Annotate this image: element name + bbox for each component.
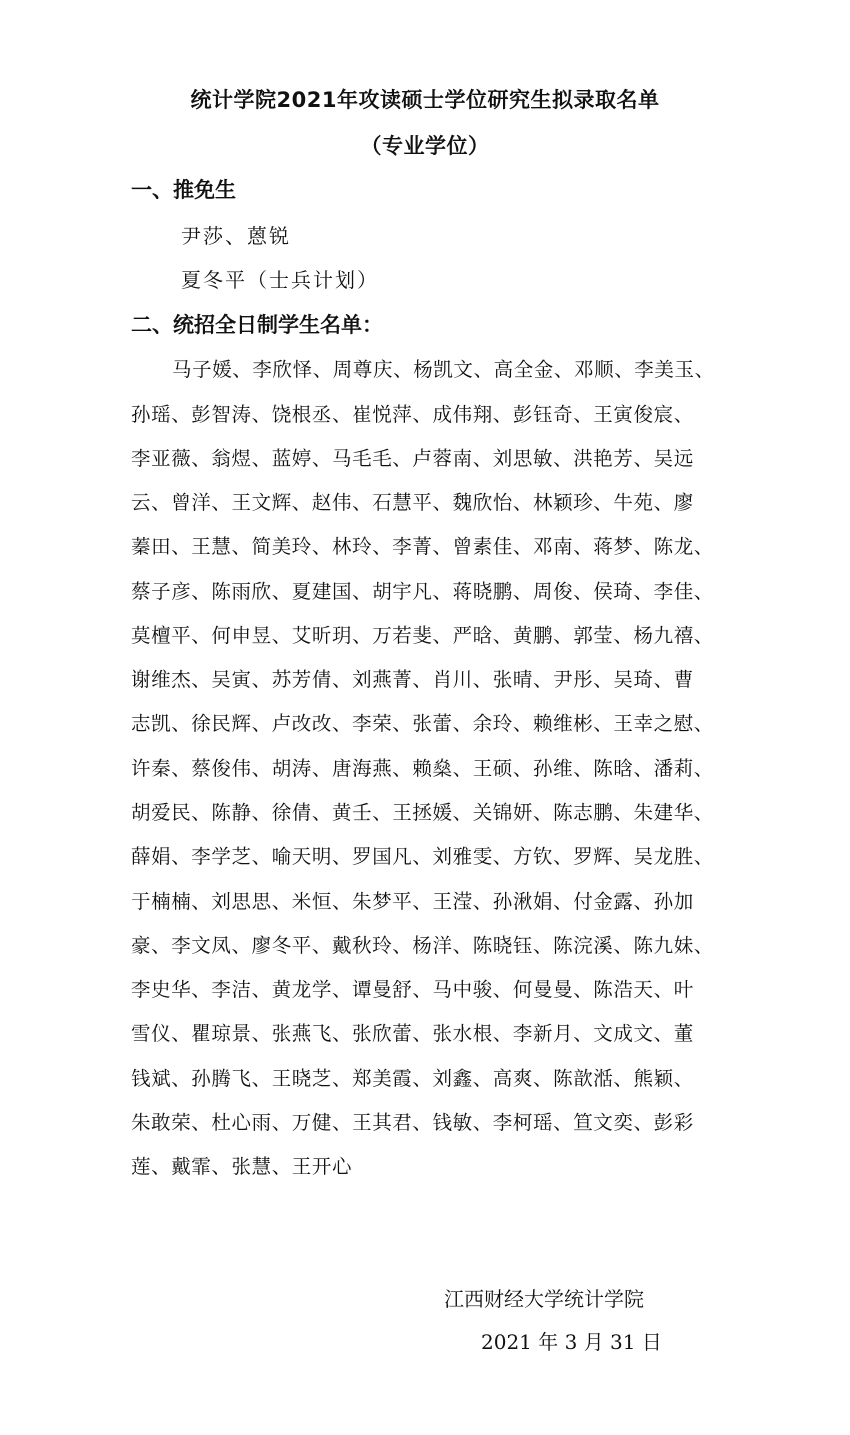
- name-list-line: 钱斌、孙腾飞、王晓芝、郑美霞、刘鑫、高爽、陈歆湉、熊颖、: [131, 1067, 694, 1090]
- name-list-line: 许秦、蔡俊伟、胡涛、唐海燕、赖燊、王硕、孙维、陈晗、潘莉、: [131, 757, 714, 780]
- section-heading-recommended: 一、推免生: [131, 178, 236, 202]
- name-list-line: 莫檀平、何申昱、艾昕玥、万若斐、严晗、黄鹏、郭莹、杨九禧、: [131, 624, 714, 647]
- name-list-line: 志凯、徐民辉、卢改改、李荣、张蕾、余玲、赖维彬、王幸之慰、: [131, 712, 714, 735]
- page-subtitle: （专业学位）: [360, 134, 490, 158]
- recommended-line: 夏冬平（士兵计划）: [181, 268, 379, 292]
- name-list-line: 薛娟、李学芝、喻天明、罗国凡、刘雅雯、方钦、罗辉、吴龙胜、: [131, 845, 714, 868]
- footer-organization: 江西财经大学统计学院: [444, 1287, 644, 1311]
- footer-date: 2021 年 3 月 31 日: [481, 1330, 662, 1354]
- recommended-line: 尹莎、蒽锐: [181, 224, 291, 248]
- name-list-line: 豪、李文凤、廖冬平、戴秋玲、杨洋、陈晓钰、陈浣溪、陈九妹、: [131, 934, 714, 957]
- name-list-line: 谢维杰、吴寅、苏芳倩、刘燕菁、肖川、张晴、尹彤、吴琦、曹: [131, 668, 694, 691]
- name-list-line: 马子媛、李欣怿、周尊庆、杨凯文、高全金、邓顺、李美玉、: [172, 358, 715, 381]
- name-list-line: 莲、戴霏、张慧、王开心: [131, 1155, 353, 1178]
- name-list-line: 于楠楠、刘思思、米恒、朱梦平、王滢、孙湫娟、付金露、孙加: [131, 890, 694, 913]
- section-heading-full-time: 二、统招全日制学生名单：: [131, 313, 383, 337]
- name-list-line: 孙瑶、彭智涛、饶根丞、崔悦萍、成伟翔、彭钰奇、王寅俊宸、: [131, 403, 694, 426]
- name-list-line: 胡爱民、陈静、徐倩、黄壬、王拯媛、关锦妍、陈志鹏、朱建华、: [131, 801, 714, 824]
- name-list-line: 李亚薇、翁煜、蓝婷、马毛毛、卢蓉南、刘思敏、洪艳芳、吴远: [131, 447, 694, 470]
- page-title: 统计学院2021年攻读硕士学位研究生拟录取名单: [190, 88, 660, 112]
- name-list-line: 云、曾洋、王文辉、赵伟、石慧平、魏欣怡、林颖珍、牛苑、廖: [131, 491, 694, 514]
- name-list-line: 李史华、李洁、黄龙学、谭曼舒、马中骏、何曼曼、陈浩天、叶: [131, 978, 694, 1001]
- name-list-line: 朱敢荣、杜心雨、万健、王其君、钱敏、李柯瑶、笪文奕、彭彩: [131, 1111, 694, 1134]
- name-list-line: 蔡子彦、陈雨欣、夏建国、胡宇凡、蒋晓鹏、周俊、侯琦、李佳、: [131, 580, 714, 603]
- name-list-line: 蓁田、王慧、简美玲、林玲、李菁、曾素佳、邓南、蒋梦、陈龙、: [131, 535, 714, 558]
- name-list-line: 雪仪、瞿琼景、张燕飞、张欣蕾、张水根、李新月、文成文、董: [131, 1022, 694, 1045]
